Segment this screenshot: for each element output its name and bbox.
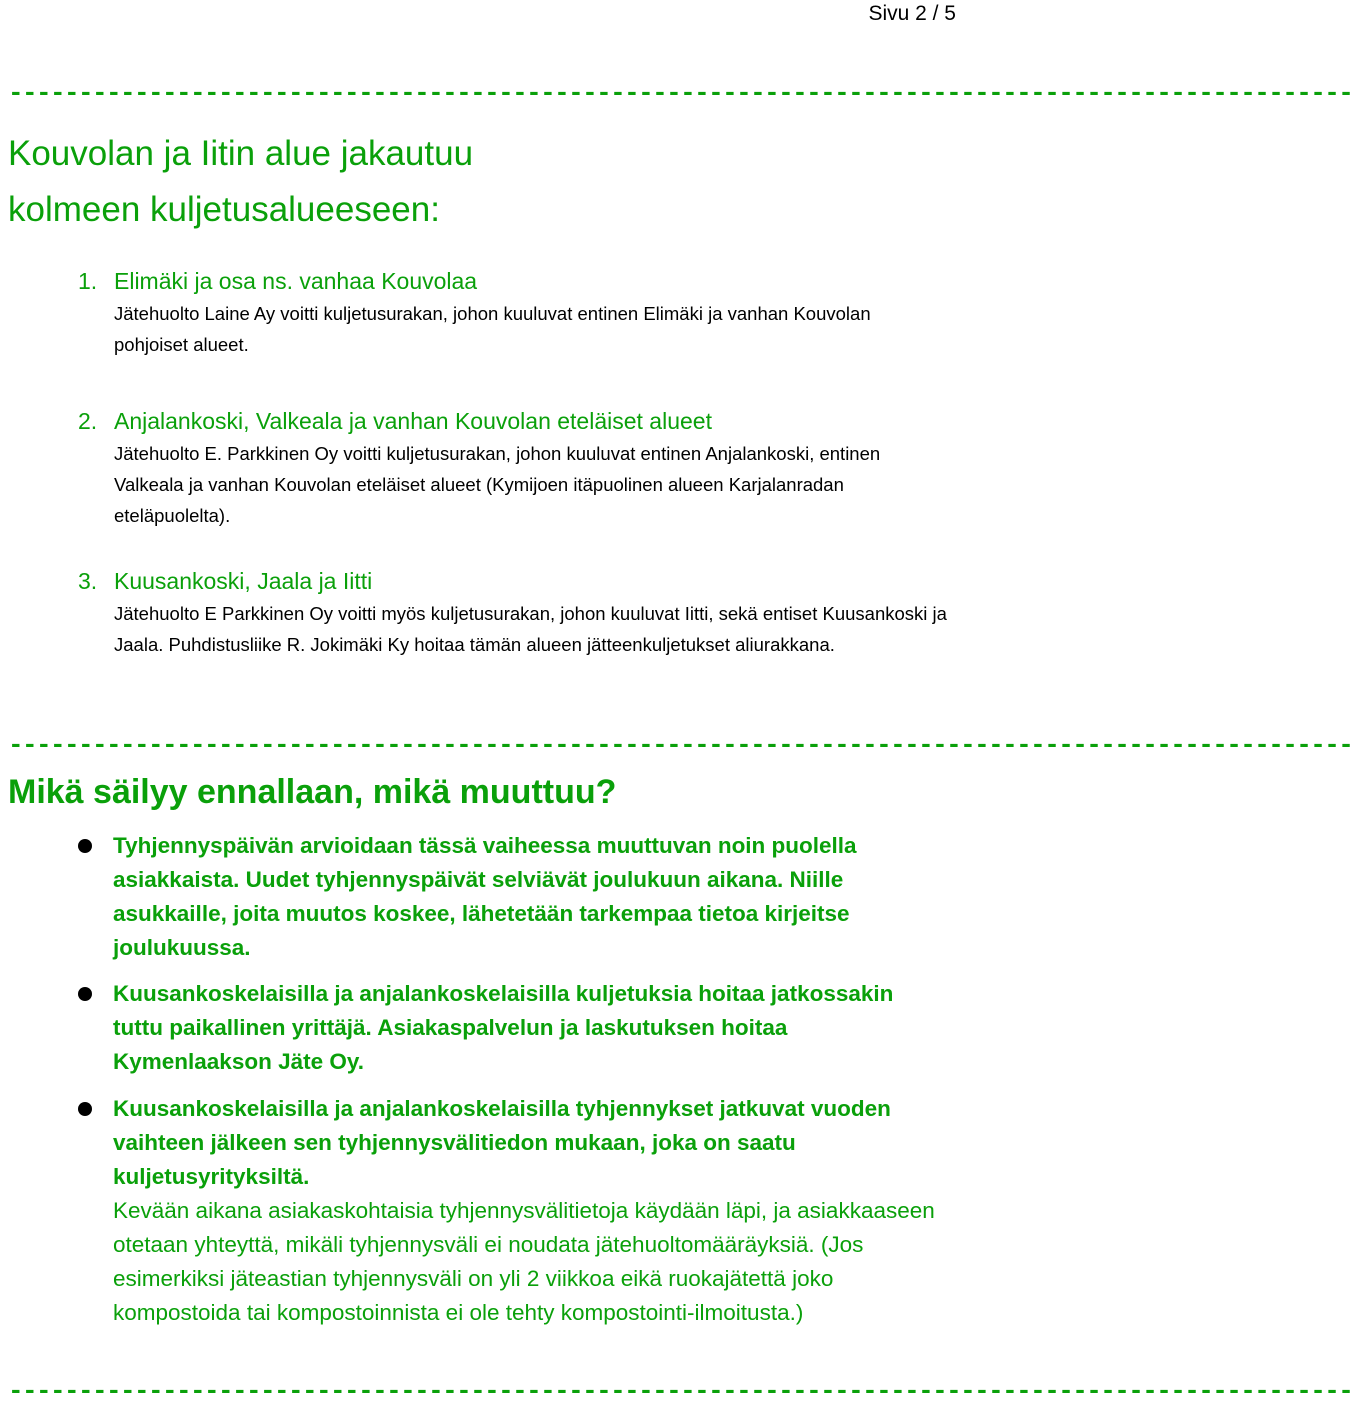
- bullet-subtext: Kevään aikana asiakaskohtaisia tyhjennysvälitietoja käydään läpi, ja asiakkaaseen otetaan yhteyttä, mikäli tyhjennysväli ei noudata jätehuoltomääräyksiä. (Jos esimerkiksi jäteastian tyhjennysväli on yli 2 viikkoa eikä ruokajätettä joko kompostoida tai kompostoinnista ei ole tehty kompostointi-ilmoitusta.): [113, 1198, 935, 1325]
- area-title: Anjalankoski, Valkeala ja vanhan Kouvolan eteläiset alueet: [114, 408, 712, 434]
- area-item-1: [78, 266, 948, 360]
- area-item-3: [78, 566, 948, 660]
- area-title: Elimäki ja osa ns. vanhaa Kouvolaa: [114, 268, 478, 294]
- area-number: 2.: [78, 408, 98, 434]
- page-number: Sivu 2 / 5: [868, 2, 956, 25]
- bullet-item-3: [78, 1092, 948, 1330]
- area-title: Kuusankoski, Jaala ja Iitti: [114, 568, 373, 594]
- bullet-item-2: [78, 977, 948, 1079]
- bullet-dot-icon: [78, 839, 92, 853]
- page-title: [8, 126, 473, 238]
- bullet-dot-icon: [78, 987, 92, 1001]
- area-description: Jätehuolto E. Parkkinen Oy voitti kuljetusurakan, johon kuuluvat entinen Anjalankoski, entinen Valkeala ja vanhan Kouvolan eteläiset alueet (Kymijoen itäpuolinen alueen Karjalanradan eteläpuolelta).: [114, 443, 881, 526]
- area-description: Jätehuolto Laine Ay voitti kuljetusurakan, johon kuuluvat entinen Elimäki ja vanhan Kouvolan pohjoiset alueet.: [114, 303, 871, 355]
- title-line-1: Kouvolan ja Iitin alue jakautuu: [8, 134, 474, 173]
- area-number: 1.: [78, 268, 98, 294]
- bullet-text: Kuusankoskelaisilla ja anjalankoskelaisilla kuljetuksia hoitaa jatkossakin tuttu paikallinen yrittäjä. Asiakaspalvelun ja laskutuksen hoitaa Kymenlaakson Jäte Oy.: [113, 981, 894, 1074]
- divider-top: ------------------------------------------------------------------------------------------------: [8, 78, 1352, 108]
- divider-bottom: ------------------------------------------------------------------------------------------------: [8, 1376, 1352, 1406]
- title-line-2: kolmeen kuljetusalueeseen:: [8, 190, 440, 229]
- bullet-text: Tyhjennyspäivän arvioidaan tässä vaiheessa muuttuvan noin puolella asiakkaista. Uudet tyhjennyspäivät selviävät joulukuun aikana. Niille asukkaille, joita muutos koskee, lähetetään tarkempaa tietoa kirjeitse joulukuussa.: [113, 833, 857, 960]
- bullet-dot-icon: [78, 1102, 92, 1116]
- area-item-2: [78, 406, 948, 531]
- section-title: Mikä säilyy ennallaan, mikä muuttuu?: [8, 773, 617, 811]
- bullet-item-1: [78, 829, 948, 965]
- area-number: 3.: [78, 568, 98, 594]
- divider-middle: ------------------------------------------------------------------------------------------------: [8, 730, 1352, 760]
- bullet-text: Kuusankoskelaisilla ja anjalankoskelaisilla tyhjennykset jatkuvat vuoden vaihteen jälkeen sen tyhjennysvälitiedon mukaan, joka on saatu kuljetusyrityksiltä.: [113, 1096, 891, 1189]
- area-description: Jätehuolto E Parkkinen Oy voitti myös kuljetusurakan, johon kuuluvat Iitti, sekä entiset Kuusankoski ja Jaala. Puhdistusliike R. Jokimäki Ky hoitaa tämän alueen jätteenkuljetukset aliurakkana.: [114, 603, 947, 655]
- bullet-text-group: [113, 1092, 948, 1330]
